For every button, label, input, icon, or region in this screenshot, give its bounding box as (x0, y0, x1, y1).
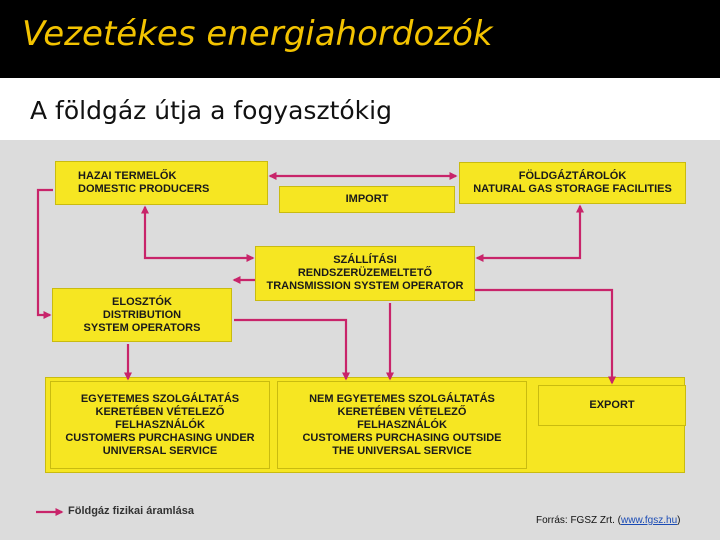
box-text-line: HAZAI TERMELŐK (78, 170, 177, 182)
box-text-line: SZÁLLÍTÁSI (333, 254, 397, 266)
box-text-line: THE UNIVERSAL SERVICE (332, 444, 472, 457)
box-text-line: UNIVERSAL SERVICE (102, 444, 218, 457)
box-text-line: FÖLDGÁZTÁROLÓK (518, 170, 627, 182)
source-note (536, 515, 680, 526)
source-prefix: Forrás: FGSZ Zrt. ( (536, 515, 621, 526)
slide-title: Vezetékes energiahordozók (22, 14, 493, 54)
arrow-producers-tso (145, 207, 253, 258)
box-text-line: EGYETEMES SZOLGÁLTATÁS (80, 392, 240, 405)
box-text-line: CUSTOMERS PURCHASING OUTSIDE (302, 431, 502, 444)
arrow-storage-tso (477, 206, 580, 258)
box-text-line: NATURAL GAS STORAGE FACILITIES (473, 183, 672, 195)
source-link[interactable]: www.fgsz.hu (621, 515, 678, 526)
arrow-producers-dso-loop (38, 190, 53, 315)
box-text-line: KERETÉBEN VÉTELEZŐ (337, 405, 467, 418)
box-text-line: IMPORT (345, 193, 389, 205)
arrow-tso-export (475, 290, 612, 383)
box-text-line: KERETÉBEN VÉTELEZŐ (95, 405, 225, 418)
slide-subtitle: A földgáz útja a fogyasztókig (30, 96, 392, 125)
box-text-line: TRANSMISSION SYSTEM OPERATOR (266, 280, 464, 292)
legend-label: Földgáz fizikai áramlása (68, 505, 194, 517)
box-text-line: FELHASZNÁLÓK (357, 418, 447, 431)
source-suffix: ) (677, 515, 681, 526)
box-text-line: ELOSZTÓK (112, 295, 172, 308)
box-text-line: NEM EGYETEMES SZOLGÁLTATÁS (309, 392, 495, 405)
box-text-line: FELHASZNÁLÓK (115, 418, 205, 431)
box-text-line: SYSTEM OPERATORS (83, 321, 201, 334)
box-text-line: CUSTOMERS PURCHASING UNDER (65, 431, 255, 444)
box-text-line: DISTRIBUTION (102, 308, 182, 321)
box-text-line: EXPORT (589, 399, 635, 411)
arrow-dso-to-nonuniversal (234, 320, 346, 379)
box-text-line: DOMESTIC PRODUCERS (78, 183, 210, 195)
box-text-line: RENDSZERÜZEMELTETŐ (297, 267, 433, 279)
